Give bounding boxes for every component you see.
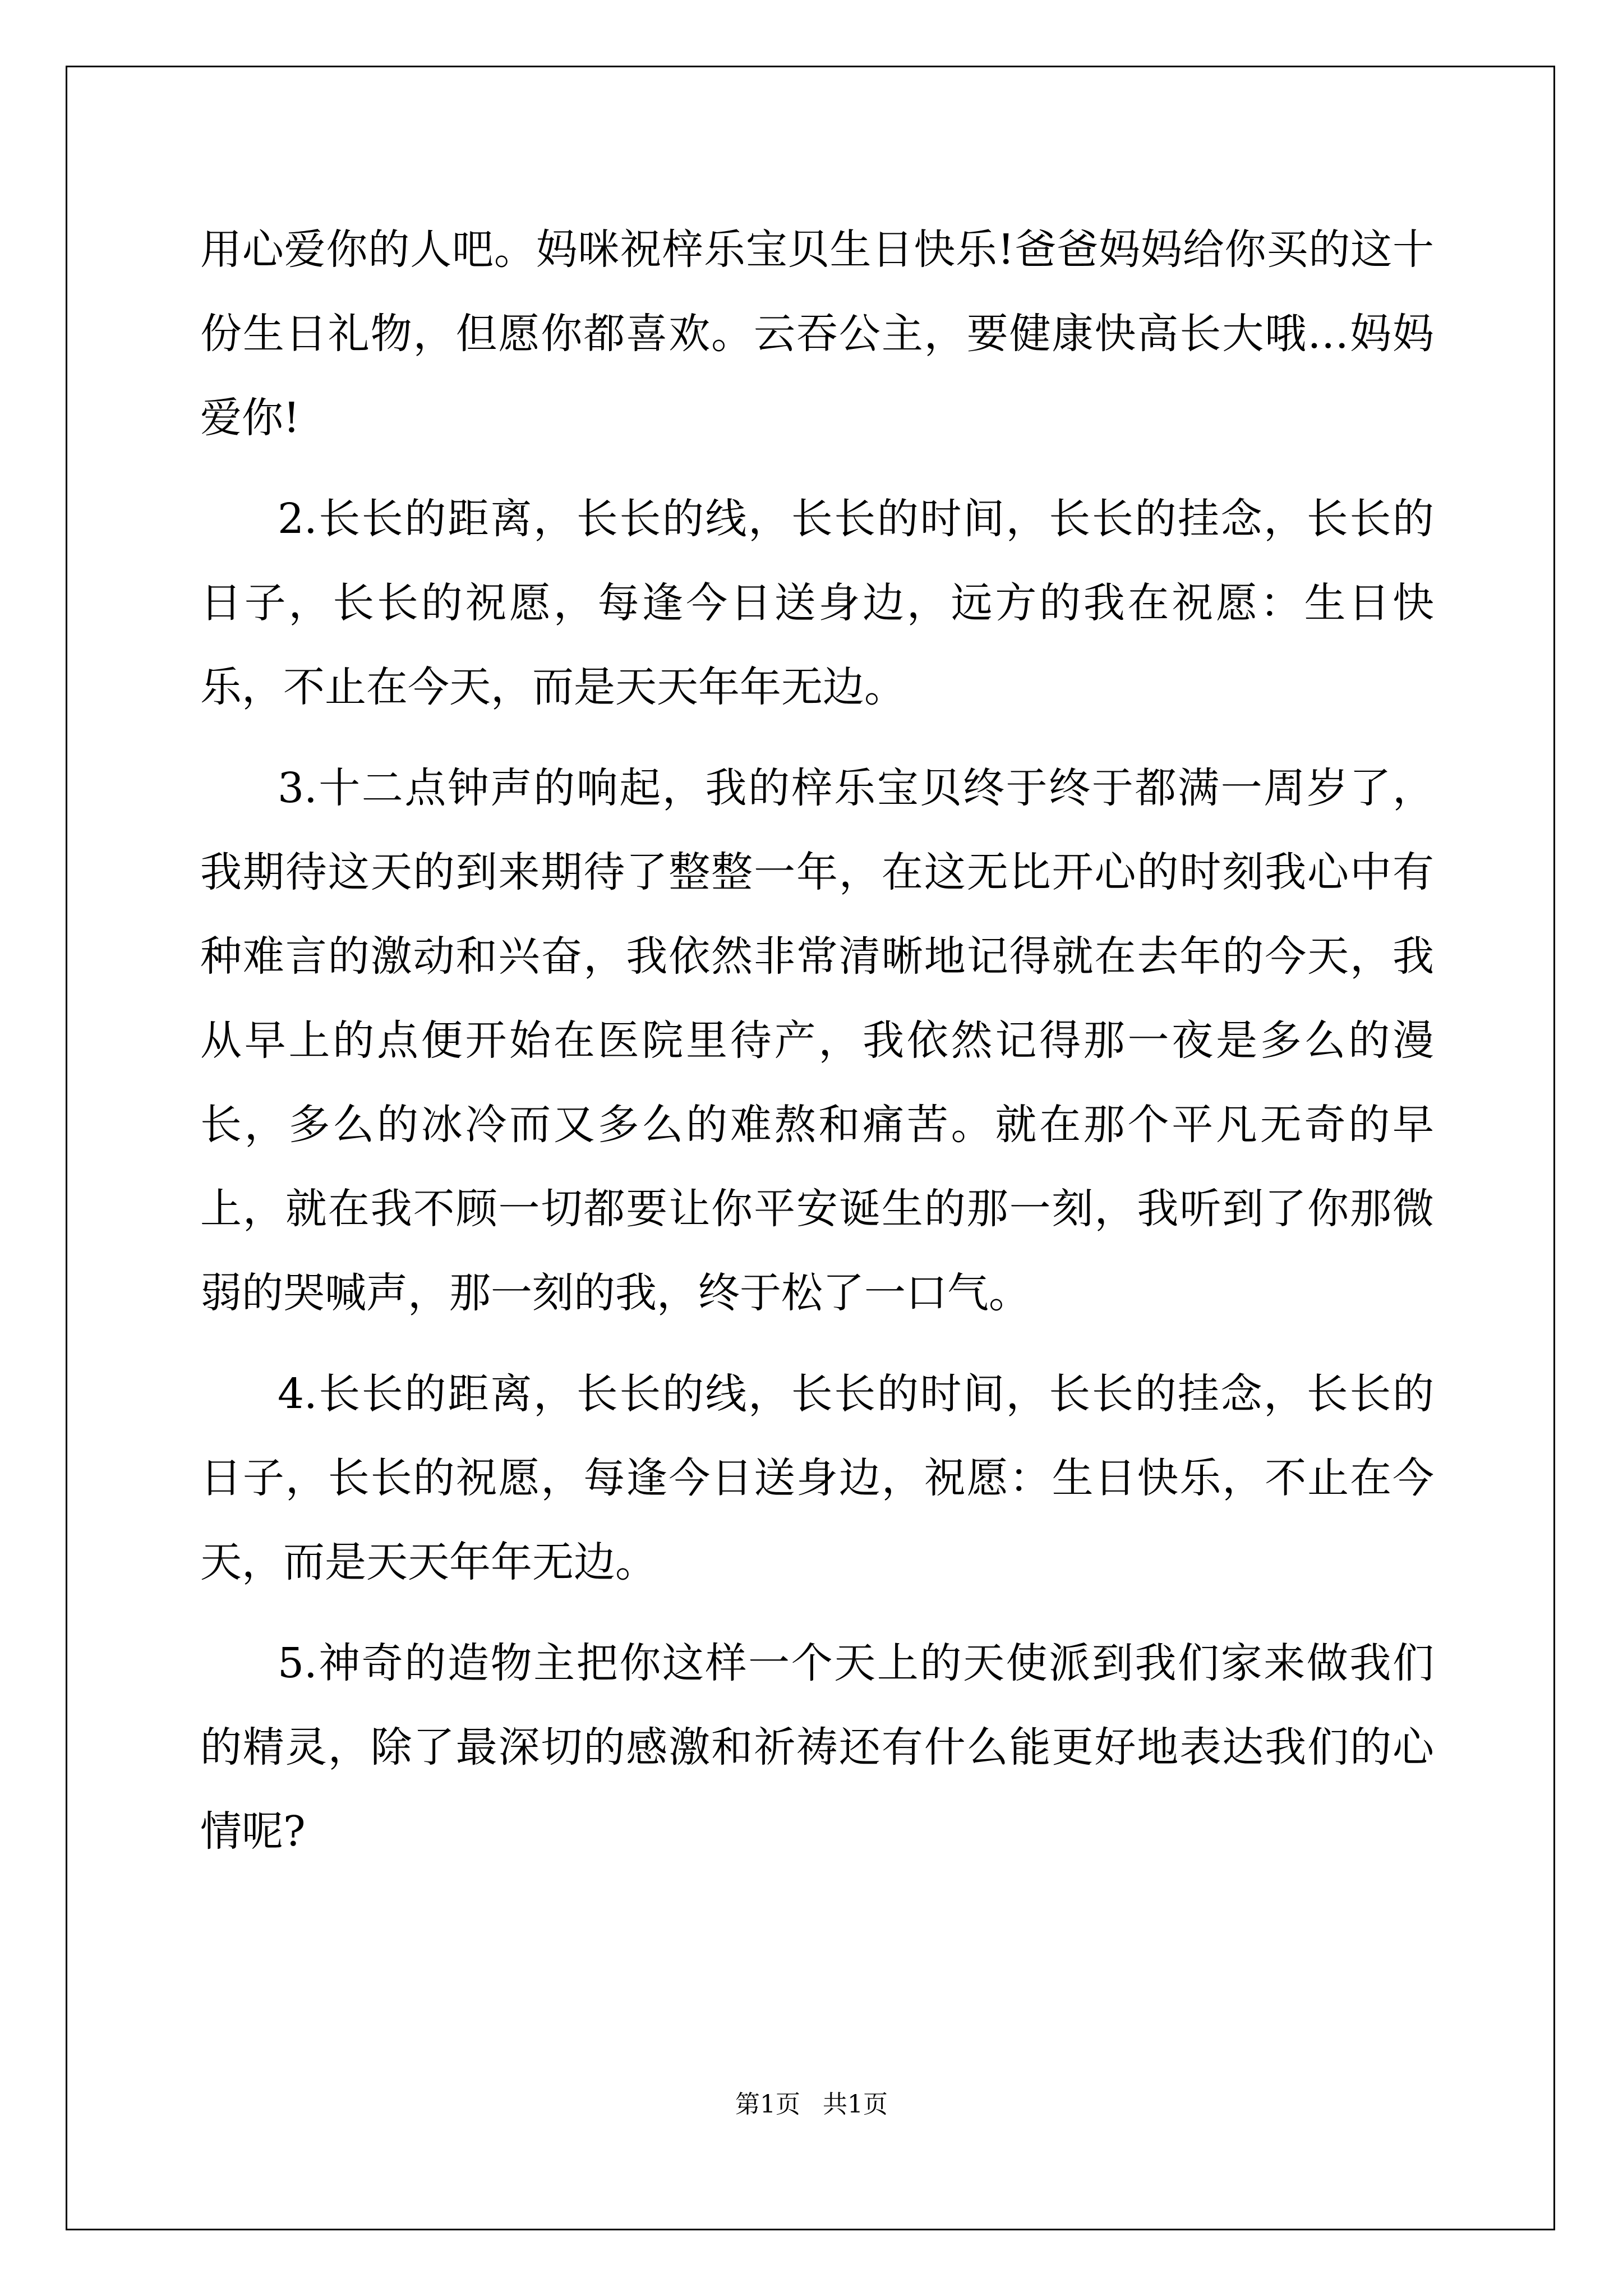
paragraph-2: 2.长长的距离，长长的线，长长的时间，长长的挂念，长长的日子，长长的祝愿，每逢今日送身边，远方的我在祝愿：生日快乐，不止在今天，而是天天年年无边。 (200, 495, 1434, 711)
paragraph-5: 5.神奇的造物主把你这样一个天上的天使派到我们家来做我们的精灵，除了最深切的感激和祈祷还有什么能更好地表达我们的心情呢? (200, 1639, 1434, 1856)
total-pages: 共1页 (823, 2090, 888, 2119)
paragraph-1: 用心爱你的人吧。妈咪祝梓乐宝贝生日快乐!爸爸妈妈给你买的这十份生日礼物，但愿你都喜欢。云吞公主，要健康快高长大哦…妈妈爱你! (200, 226, 1434, 442)
paragraph-3: 3.十二点钟声的响起，我的梓乐宝贝终于终于都满一周岁了，我期待这天的到来期待了整整一年，在这无比开心的时刻我心中有种难言的激动和兴奋，我依然非常清晰地记得就在去年的今天，我从早上的点便开始在医院里待产，我依然记得那一夜是多么的漫长，多么的冰冷而又多么的难熬和痛苦。就在那个平凡无奇的早上，就在我不顾一切都要让你平安诞生的那一刻，我听到了你那微弱的哭喊声，那一刻的我，终于松了一口气。 (200, 764, 1434, 1317)
document-body (200, 208, 1434, 1874)
page-footer (0, 2084, 1623, 2120)
page-number: 第1页 (735, 2090, 800, 2119)
paragraph-4: 4.长长的距离，长长的线，长长的时间，长长的挂念，长长的日子，长长的祝愿，每逢今日送身边，祝愿：生日快乐，不止在今天，而是天天年年无边。 (200, 1370, 1434, 1586)
